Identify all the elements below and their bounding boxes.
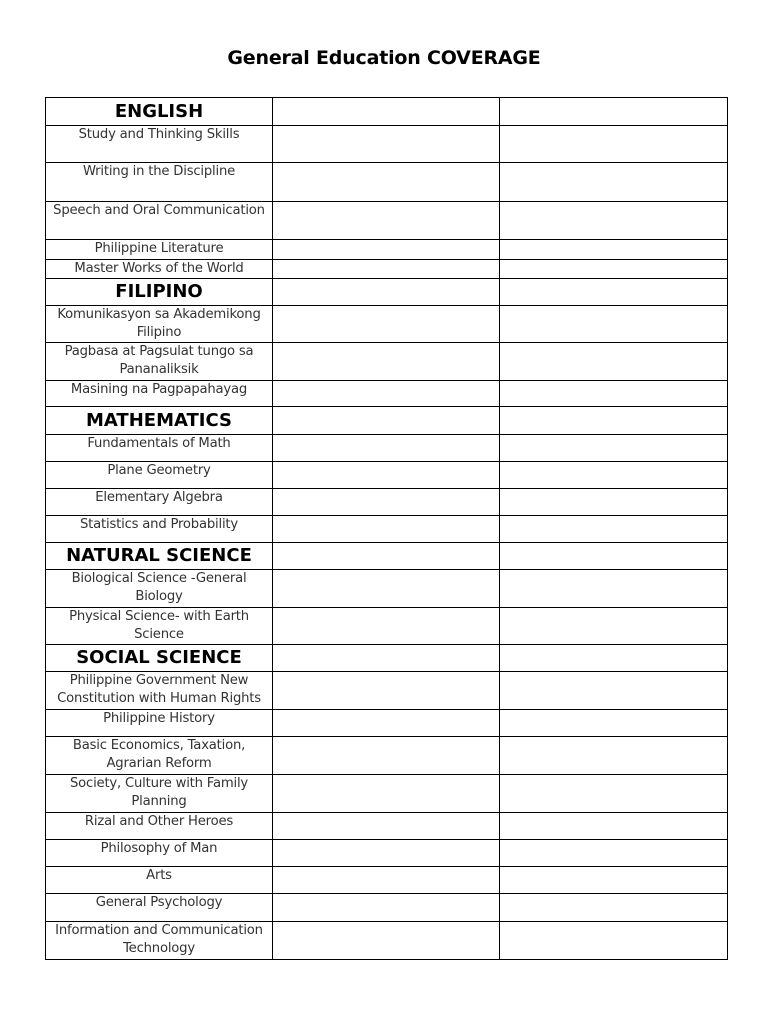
subject-row [46, 922, 728, 960]
subject-label: Komunikasyon sa Akademikong Filipino [46, 306, 273, 343]
blank-cell [273, 867, 500, 894]
blank-cell [500, 98, 728, 126]
subject-row [46, 775, 728, 813]
coverage-table [45, 97, 728, 960]
subject-label: General Psychology [46, 894, 273, 922]
blank-cell [273, 672, 500, 710]
blank-cell [500, 462, 728, 489]
subject-row [46, 489, 728, 516]
subject-row [46, 608, 728, 645]
blank-cell [500, 867, 728, 894]
blank-cell [273, 202, 500, 240]
blank-cell [273, 737, 500, 775]
blank-cell [500, 516, 728, 543]
subject-label: Information and Communication Technology [46, 922, 273, 960]
blank-cell [500, 710, 728, 737]
blank-cell [273, 462, 500, 489]
blank-cell [500, 922, 728, 960]
blank-cell [273, 306, 500, 343]
blank-cell [273, 922, 500, 960]
subject-label: Philippine History [46, 710, 273, 737]
subject-label: Basic Economics, Taxation, Agrarian Reform [46, 737, 273, 775]
subject-row [46, 710, 728, 737]
blank-cell [273, 163, 500, 202]
blank-cell [500, 737, 728, 775]
blank-cell [500, 672, 728, 710]
blank-cell [500, 260, 728, 279]
blank-cell [273, 126, 500, 163]
blank-cell [500, 813, 728, 840]
blank-cell [273, 279, 500, 306]
subject-row [46, 435, 728, 462]
subject-label: Biological Science -General Biology [46, 570, 273, 608]
blank-cell [500, 894, 728, 922]
blank-cell [273, 407, 500, 435]
section-header-row [46, 98, 728, 126]
page-title: General Education COVERAGE [227, 47, 541, 69]
blank-cell [500, 240, 728, 260]
blank-cell [500, 381, 728, 407]
blank-cell [273, 710, 500, 737]
blank-cell [273, 840, 500, 867]
subject-row [46, 894, 728, 922]
blank-cell [500, 343, 728, 381]
subject-label: Philippine Government New Constitution with Human Rights [46, 672, 273, 710]
subject-row [46, 306, 728, 343]
blank-cell [273, 543, 500, 570]
blank-cell [500, 126, 728, 163]
blank-cell [273, 570, 500, 608]
section-label: NATURAL SCIENCE [46, 543, 273, 570]
subject-row [46, 570, 728, 608]
blank-cell [273, 260, 500, 279]
subject-row [46, 813, 728, 840]
blank-cell [500, 840, 728, 867]
section-header-row [46, 407, 728, 435]
subject-label: Philosophy of Man [46, 840, 273, 867]
blank-cell [273, 813, 500, 840]
section-header-row [46, 543, 728, 570]
subject-label: Study and Thinking Skills [46, 126, 273, 163]
subject-label: Master Works of the World [46, 260, 273, 279]
blank-cell [273, 489, 500, 516]
blank-cell [273, 381, 500, 407]
blank-cell [500, 435, 728, 462]
blank-cell [500, 489, 728, 516]
subject-row [46, 867, 728, 894]
subject-row [46, 343, 728, 381]
blank-cell [500, 407, 728, 435]
blank-cell [500, 202, 728, 240]
subject-row [46, 126, 728, 163]
blank-cell [273, 98, 500, 126]
subject-row [46, 240, 728, 260]
subject-row [46, 672, 728, 710]
subject-row [46, 260, 728, 279]
section-label: FILIPINO [46, 279, 273, 306]
subject-row [46, 737, 728, 775]
subject-label: Society, Culture with Family Planning [46, 775, 273, 813]
subject-label: Writing in the Discipline [46, 163, 273, 202]
section-header-row [46, 279, 728, 306]
blank-cell [500, 543, 728, 570]
blank-cell [273, 435, 500, 462]
blank-cell [273, 894, 500, 922]
blank-cell [500, 306, 728, 343]
subject-row [46, 163, 728, 202]
subject-label: Fundamentals of Math [46, 435, 273, 462]
subject-label: Speech and Oral Communication [46, 202, 273, 240]
blank-cell [273, 240, 500, 260]
subject-row [46, 381, 728, 407]
blank-cell [273, 608, 500, 645]
blank-cell [500, 645, 728, 672]
subject-label: Plane Geometry [46, 462, 273, 489]
subject-label: Elementary Algebra [46, 489, 273, 516]
blank-cell [273, 645, 500, 672]
coverage-table-body [46, 98, 728, 960]
section-label: ENGLISH [46, 98, 273, 126]
subject-row [46, 516, 728, 543]
blank-cell [273, 516, 500, 543]
subject-label: Rizal and Other Heroes [46, 813, 273, 840]
section-label: MATHEMATICS [46, 407, 273, 435]
blank-cell [500, 608, 728, 645]
subject-label: Masining na Pagpapahayag [46, 381, 273, 407]
blank-cell [273, 775, 500, 813]
section-header-row [46, 645, 728, 672]
blank-cell [273, 343, 500, 381]
section-label: SOCIAL SCIENCE [46, 645, 273, 672]
subject-label: Statistics and Probability [46, 516, 273, 543]
blank-cell [500, 570, 728, 608]
blank-cell [500, 279, 728, 306]
blank-cell [500, 163, 728, 202]
subject-row [46, 462, 728, 489]
blank-cell [500, 775, 728, 813]
subject-label: Philippine Literature [46, 240, 273, 260]
subject-label: Arts [46, 867, 273, 894]
subject-label: Pagbasa at Pagsulat tungo sa Pananaliksik [46, 343, 273, 381]
subject-row [46, 840, 728, 867]
subject-label: Physical Science- with Earth Science [46, 608, 273, 645]
subject-row [46, 202, 728, 240]
